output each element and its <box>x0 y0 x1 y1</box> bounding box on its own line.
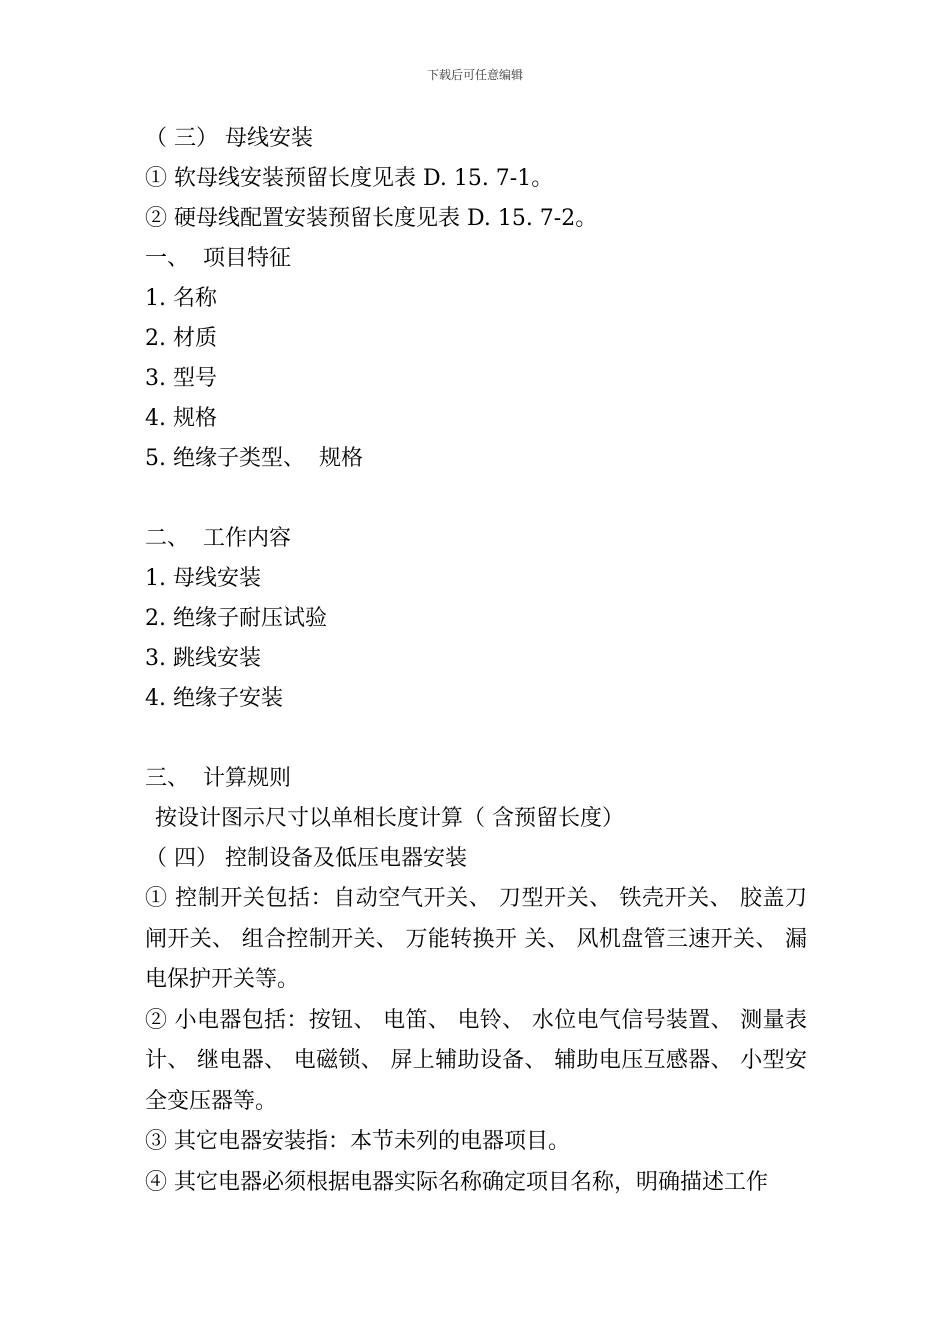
rules-text: 按设计图示尺寸以单相长度计算（ 含预留长度） <box>155 806 624 831</box>
spacer <box>145 719 807 759</box>
section-title-control: （ 四） 控制设备及低压电器安装 <box>145 846 467 871</box>
control-note-4: ④ 其它电器必须根据电器实际名称确定项目名称，明确描述工作 <box>145 1169 768 1195</box>
bus-note-1: ① 软母线安装预留长度见表 D. 15. 7-1。 <box>145 166 554 191</box>
feature-item: 4. 规格 <box>145 406 217 431</box>
control-note-3: ③ 其它电器安装指：本节未列的电器项目。 <box>145 1129 570 1154</box>
control-note-2: ② 小电器包括：按钮、 电笛、 电铃、 水位电气信号装置、 测量表计、 继电器、 电磁锁、 屏上辅助设备、 辅助电压互感器、 小型安全变压器等。 <box>145 1007 807 1114</box>
work-item: 2. 绝缘子耐压试验 <box>145 606 327 631</box>
features-heading: 一、 项目特征 <box>145 246 291 271</box>
page-header: 下载后可任意编辑 <box>426 68 523 82</box>
document-body <box>145 119 807 1203</box>
spacer <box>145 479 807 519</box>
control-note-1: ① 控制开关包括：自动空气开关、 刀型开关、 铁壳开关、 胶盖刀闸开关、 组合控制开关、 万能转换开 关、 风机盘管三速开关、 漏电保护开关等。 <box>145 886 807 992</box>
feature-item: 1. 名称 <box>145 286 217 311</box>
work-item: 1. 母线安装 <box>145 566 261 591</box>
rules-heading: 三、 计算规则 <box>145 766 291 791</box>
bus-note-2: ② 硬母线配置安装预留长度见表 D. 15. 7-2。 <box>145 206 598 231</box>
feature-item: 3. 型号 <box>145 366 217 391</box>
feature-item: 5. 绝缘子类型、 规格 <box>145 446 363 471</box>
work-item: 4. 绝缘子安装 <box>145 686 283 711</box>
work-heading: 二、 工作内容 <box>145 526 291 551</box>
work-item: 3. 跳线安装 <box>145 646 261 671</box>
feature-item: 2. 材质 <box>145 326 217 351</box>
section-title-busbar: （ 三） 母线安装 <box>145 126 313 151</box>
